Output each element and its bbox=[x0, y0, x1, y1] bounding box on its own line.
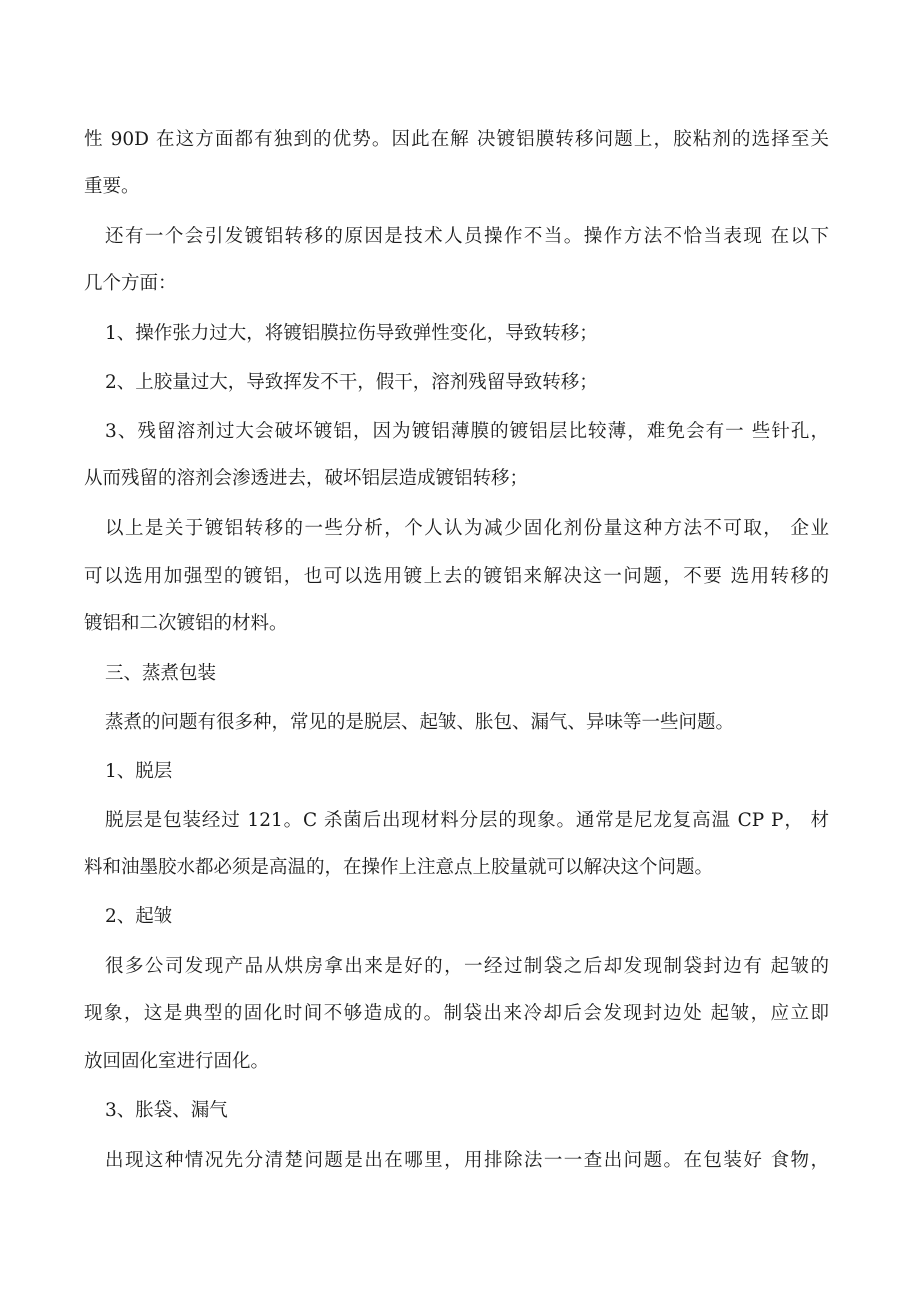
list-item: 2、上胶量过大，导致挥发不干，假干，溶剂残留导致转移； bbox=[105, 372, 598, 393]
list-item: 3、残留溶剂过大会破坏镀铝，因为镀铝薄膜的镀铝层比较薄，难免会有一 些针孔， bbox=[105, 421, 829, 442]
subsection-heading: 2、起皱 bbox=[105, 906, 173, 927]
paragraph-line: 从而残留的溶剂会渗透进去，破坏铝层造成镀铝转移； bbox=[84, 468, 529, 489]
paragraph-line: 出现这种情况先分清楚问题是出在哪里，用排除法一一查出问题。在包装好 食物， bbox=[105, 1150, 829, 1171]
paragraph-line: 镀铝和二次镀铝的材料。 bbox=[84, 613, 288, 634]
paragraph-line: 蒸煮的问题有很多种，常见的是脱层、起皱、胀包、漏气、异味等一些问题。 bbox=[105, 712, 735, 733]
paragraph-line: 现象，这是典型的固化时间不够造成的。制袋出来冷却后会发现封边处 起皱，应立即 bbox=[84, 1003, 829, 1024]
section-heading: 三、蒸煮包装 bbox=[105, 663, 217, 684]
paragraph-line: 很多公司发现产品从烘房拿出来是好的，一经过制袋之后却发现制袋封边有 起皱的 bbox=[105, 956, 829, 977]
paragraph-line: 放回固化室进行固化。 bbox=[84, 1051, 270, 1072]
paragraph-line: 以上是关于镀铝转移的一些分析，个人认为减少固化剂份量这种方法不可取， 企业 bbox=[105, 518, 829, 539]
list-item: 1、操作张力过大，将镀铝膜拉伤导致弹性变化，导致转移； bbox=[105, 323, 598, 344]
paragraph-line: 可以选用加强型的镀铝，也可以选用镀上去的镀铝来解决这一问题，不要 选用转移的 bbox=[84, 566, 829, 587]
paragraph-line: 料和油墨胶水都必须是高温的，在操作上注意点上胶量就可以解决这个问题。 bbox=[84, 857, 714, 878]
paragraph-line: 几个方面： bbox=[84, 273, 177, 294]
paragraph-line: 重要。 bbox=[84, 176, 140, 197]
subsection-heading: 1、脱层 bbox=[105, 761, 173, 782]
subsection-heading: 3、胀袋、漏气 bbox=[105, 1100, 228, 1121]
paragraph-line: 性 90D 在这方面都有独到的优势。因此在解 决镀铝膜转移问题上，胶粘剂的选择至关 bbox=[84, 129, 829, 150]
paragraph-line: 脱层是包装经过 121。C 杀菌后出现材料分层的现象。通常是尼龙复高温 CP P， 材 bbox=[105, 810, 829, 831]
paragraph-line: 还有一个会引发镀铝转移的原因是技术人员操作不当。操作方法不恰当表现 在以下 bbox=[105, 226, 829, 247]
